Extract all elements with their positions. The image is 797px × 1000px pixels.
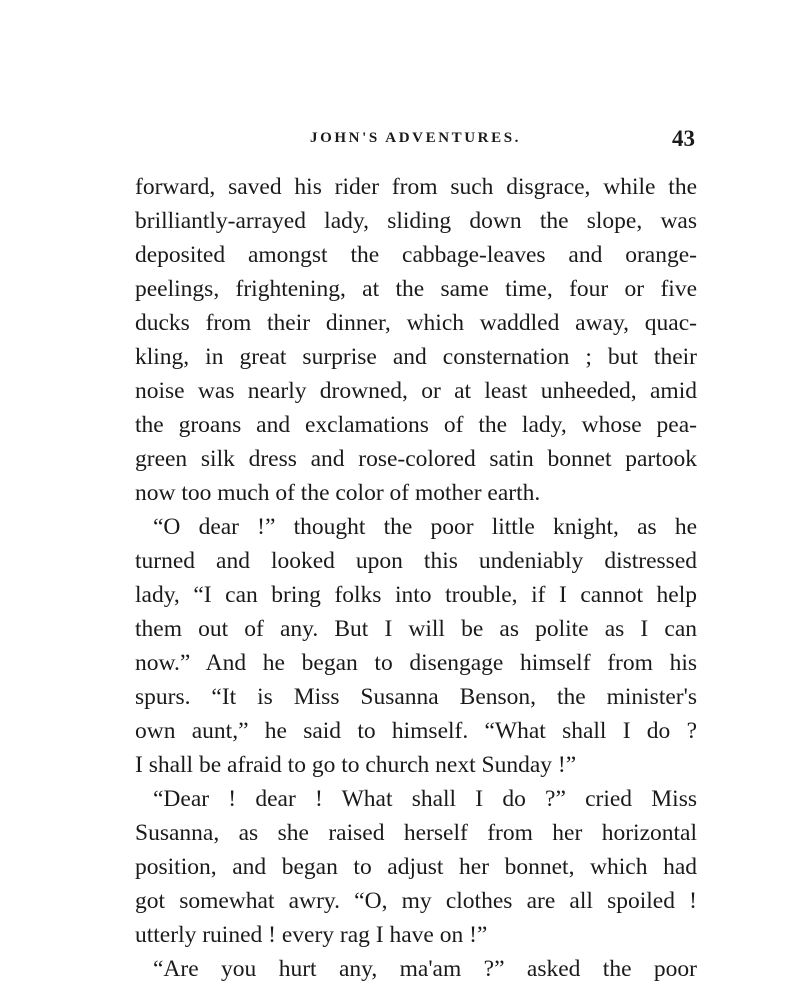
text-line: brilliantly-arrayed lady, sliding down the slope, was <box>135 208 697 234</box>
text-line: lady, “I can bring folks into trouble, if I cannot help <box>135 582 697 608</box>
text-line: them out of any. But I will be as polite as I can <box>135 616 697 642</box>
running-title: JOHN'S ADVENTURES. <box>310 130 522 146</box>
text-line: I shall be afraid to go to church next Sunday !” <box>135 752 577 778</box>
text-line: spurs. “It is Miss Susanna Benson, the minister's <box>135 684 697 710</box>
text-line: now.” And he began to disengage himself from his <box>135 650 697 676</box>
text-line: noise was nearly drowned, or at least unheeded, amid <box>135 378 697 404</box>
running-head <box>135 126 697 156</box>
text-line: Susanna, as she raised herself from her horizontal <box>135 820 697 846</box>
text-line: forward, saved his rider from such disgrace, while the <box>135 174 697 200</box>
text-line: own aunt,” he said to himself. “What shall I do ? <box>135 718 697 744</box>
text-line: “Dear ! dear ! What shall I do ?” cried Miss <box>153 786 697 812</box>
text-line: “O dear !” thought the poor little knight, as he <box>153 514 697 540</box>
text-line: position, and began to adjust her bonnet, which had <box>135 854 697 880</box>
text-line: turned and looked upon this undeniably distressed <box>135 548 697 574</box>
text-line: now too much of the color of mother earth. <box>135 480 541 506</box>
text-line: green silk dress and rose-colored satin bonnet partook <box>135 446 697 472</box>
text-line: “Are you hurt any, ma'am ?” asked the poor <box>153 956 697 982</box>
text-line: peelings, frightening, at the same time, four or five <box>135 276 697 302</box>
page-body-text <box>135 170 697 986</box>
text-line: got somewhat awry. “O, my clothes are all spoiled ! <box>135 888 697 914</box>
text-line: deposited amongst the cabbage-leaves and orange- <box>135 242 697 268</box>
text-line: utterly ruined ! every rag I have on !” <box>135 922 488 948</box>
text-line: the groans and exclamations of the lady, whose pea- <box>135 412 697 438</box>
text-line: ducks from their dinner, which waddled away, quac- <box>135 310 697 336</box>
text-line: kling, in great surprise and consternation ; but their <box>135 344 697 370</box>
page-number: 43 <box>672 126 695 151</box>
